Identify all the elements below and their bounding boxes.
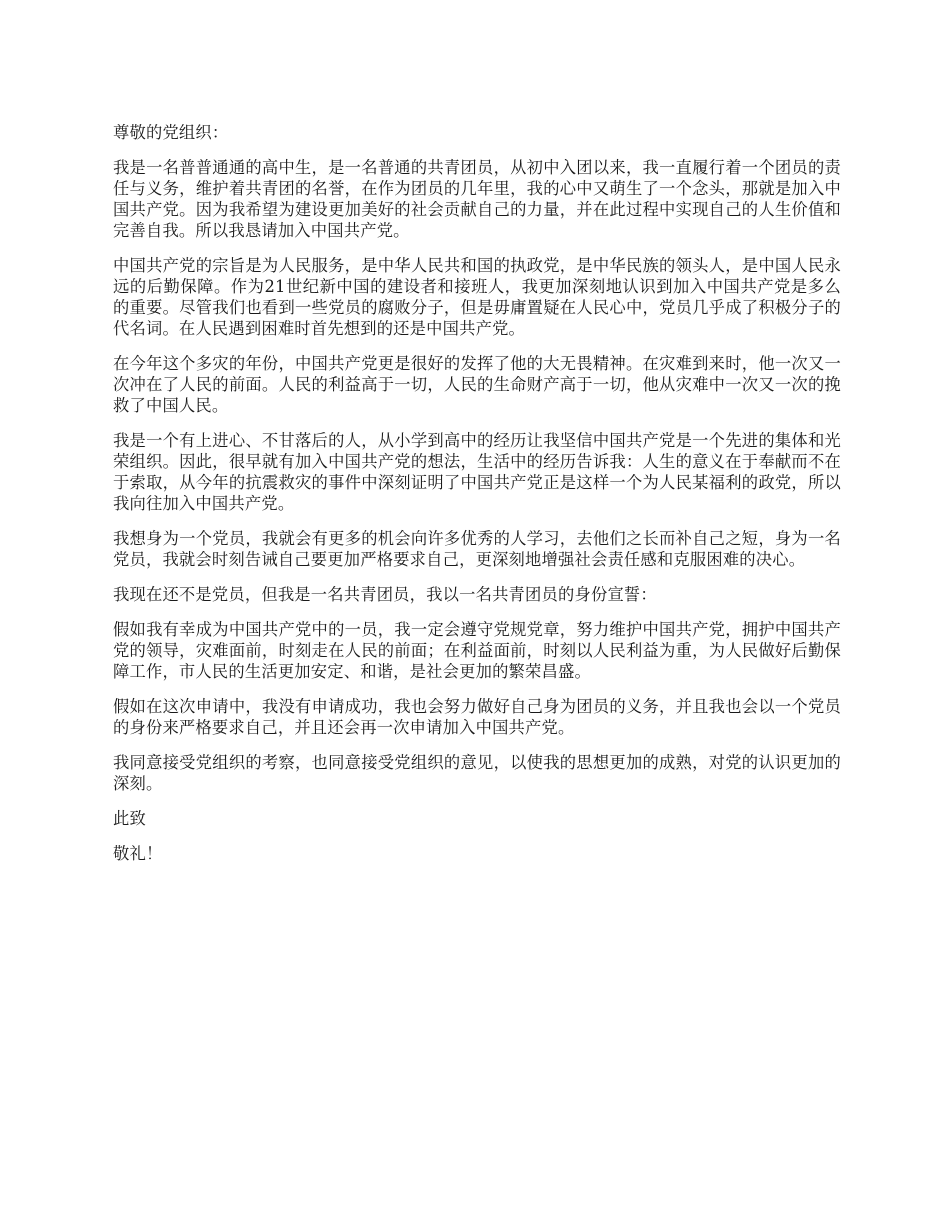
paragraph-learning: 我想身为一个党员，我就会有更多的机会向许多优秀的人学习，去他们之长而补自己之短，身为一名党员，我就会时刻告诫自己要更加严格要求自己，更深刻地增强社会责任感和克服困难的决心。 (113, 529, 841, 569)
salutation: 尊敬的党组织： (113, 123, 229, 142)
paragraph-intro: 我是一名普普通通的高中生，是一名普通的共青团员，从初中入团以来，我一直履行着一个团员的责任与义务，维护着共青团的名誉，在作为团员的几年里，我的心中又萌生了一个念头，那就是加入中国共产党。因为我希望为建设更加美好的社会贡献自己的力量，并在此过程中实现自己的人生价值和完善自我。所以我恳请加入中国共产党。 (113, 158, 841, 240)
paragraph-if-rejected: 假如在这次申请中，我没有申请成功，我也会努力做好自己身为团员的义务，并且我也会以一个党员的身份来严格要求自己，并且还会再一次申请加入中国共产党。 (113, 697, 841, 737)
paragraph-oath: 假如我有幸成为中国共产党中的一员，我一定会遵守党规党章，努力维护中国共产党，拥护中国共产党的领导，灾难面前，时刻走在人民的前面；在利益面前，时刻以人民利益为重，为人民做好后勤保障工作，市人民的生活更加安定、和谐，是社会更加的繁荣昌盛。 (113, 620, 841, 681)
paragraph-party-purpose: 中国共产党的宗旨是为人民服务，是中华人民共和国的执政党，是中华民族的领头人，是中国人民永远的后勤保障。作为21世纪新中国的建设者和接班人，我更加深刻地认识到加入中国共产党是多么的重要。尽管我们也看到一些党员的腐败分子，但是毋庸置疑在人民心中，党员几乎成了积极分子的代名词。在人民遇到困难时首先想到的还是中国共产党。 (113, 256, 841, 338)
paragraph-disaster-year: 在今年这个多灾的年份，中国共产党更是很好的发挥了他的大无畏精神。在灾难到来时，他一次又一次冲在了人民的前面。人民的利益高于一切，人民的生命财产高于一切，他从灾难中一次又一次的挽救了中国人民。 (113, 354, 841, 415)
paragraph-acceptance: 我同意接受党组织的考察，也同意接受党组织的意见，以使我的思想更加的成熟，对党的认识更加的深刻。 (113, 753, 841, 793)
paragraph-oath-intro: 我现在还不是党员，但我是一名共青团员，我以一名共青团员的身份宣誓： (113, 585, 657, 604)
paragraph-self-description: 我是一个有上进心、不甘落后的人，从小学到高中的经历让我坚信中国共产党是一个先进的集体和光荣组织。因此，很早就有加入中国共产党的想法，生活中的经历告诉我：人生的意义在于奉献而不在于索取，从今年的抗震救灾的事件中深刻证明了中国共产党正是这样一个为人民某福利的政党，所以我向往加入中国共产党。 (113, 431, 841, 513)
application-letter (113, 122, 841, 878)
closing-cizhi: 此致 (113, 809, 146, 828)
closing-jingli: 敬礼！ (113, 844, 163, 863)
